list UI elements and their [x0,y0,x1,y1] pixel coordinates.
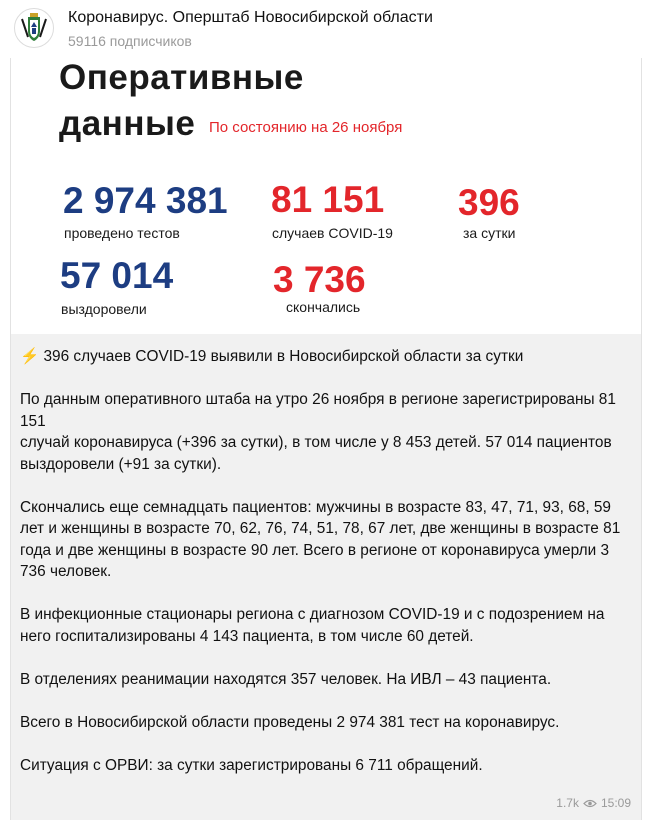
deaths-value: 3 736 [273,259,366,300]
paragraph-3: В инфекционные стационары региона с диагнозом COVID-19 и с подозрением на него госпитализированы 4 143 пациента, в том числе 60 детей. [20,606,605,645]
eye-icon [583,799,597,808]
post-bubble [10,58,642,820]
paragraph-1 [20,389,632,475]
paragraph-2: Скончались еще семнадцать пациентов: мужчины в возрасте 83, 47, 71, 93, 68, 59 лет и женщины в возрасте 70, 62, 76, 74, 51, 78, 67 лет, две женщины в возрасте 81 года и две женщины в возрасте 90 лет. Всего в регионе от коронавируса умерли 3 736 человек. [20,498,621,580]
cases-label: случаев COVID-19 [272,225,393,241]
post-image[interactable] [11,58,641,334]
deaths-label: скончались [286,299,361,315]
channel-title[interactable]: Коронавирус. Оперштаб Новосибирской области [68,9,433,26]
paragraph-4: В отделениях реанимации находятся 357 человек. На ИВЛ – 43 пациента. [20,670,552,688]
lightning-icon: ⚡ [20,348,40,365]
view-count: 1.7k [556,796,579,810]
recovered-value: 57 014 [60,255,174,296]
paragraph-6: Ситуация с ОРВИ: за сутки зарегистрированы 6 711 обращений. [20,756,483,774]
infographic-title-line1: Оперативные [59,58,304,97]
paragraph-1-line2: случай коронавируса (+396 за сутки), в том числе у 8 453 детей. 57 014 пациентов выздоровели (+91 за сутки). [20,434,612,473]
daily-value: 396 [458,182,520,223]
channel-avatar[interactable] [14,8,54,48]
tests-label: проведено тестов [64,225,180,241]
daily-label: за сутки [463,225,516,241]
headline-text: 396 случаев COVID-19 выявили в Новосибирской области за сутки [43,348,524,365]
cases-value: 81 151 [271,179,385,220]
subscriber-count: 59116 подписчиков [68,33,192,49]
infographic-title-line2: данные [59,104,196,143]
paragraph-5: Всего в Новосибирской области проведены 2 974 381 тест на коронавирус. [20,713,560,731]
paragraph-1-line1: По данным оперативного штаба на утро 26 ноября в регионе зарегистрированы 81 151 [20,391,616,430]
recovered-label: выздоровели [61,301,147,317]
channel-header[interactable] [0,0,647,58]
coat-of-arms-icon [15,9,53,47]
tests-value: 2 974 381 [63,180,228,221]
infographic-date: По состоянию на 26 ноября [209,119,403,136]
post-time: 15:09 [600,796,631,810]
post-text [20,346,632,776]
post-headline [20,346,632,368]
post-meta [556,796,631,810]
